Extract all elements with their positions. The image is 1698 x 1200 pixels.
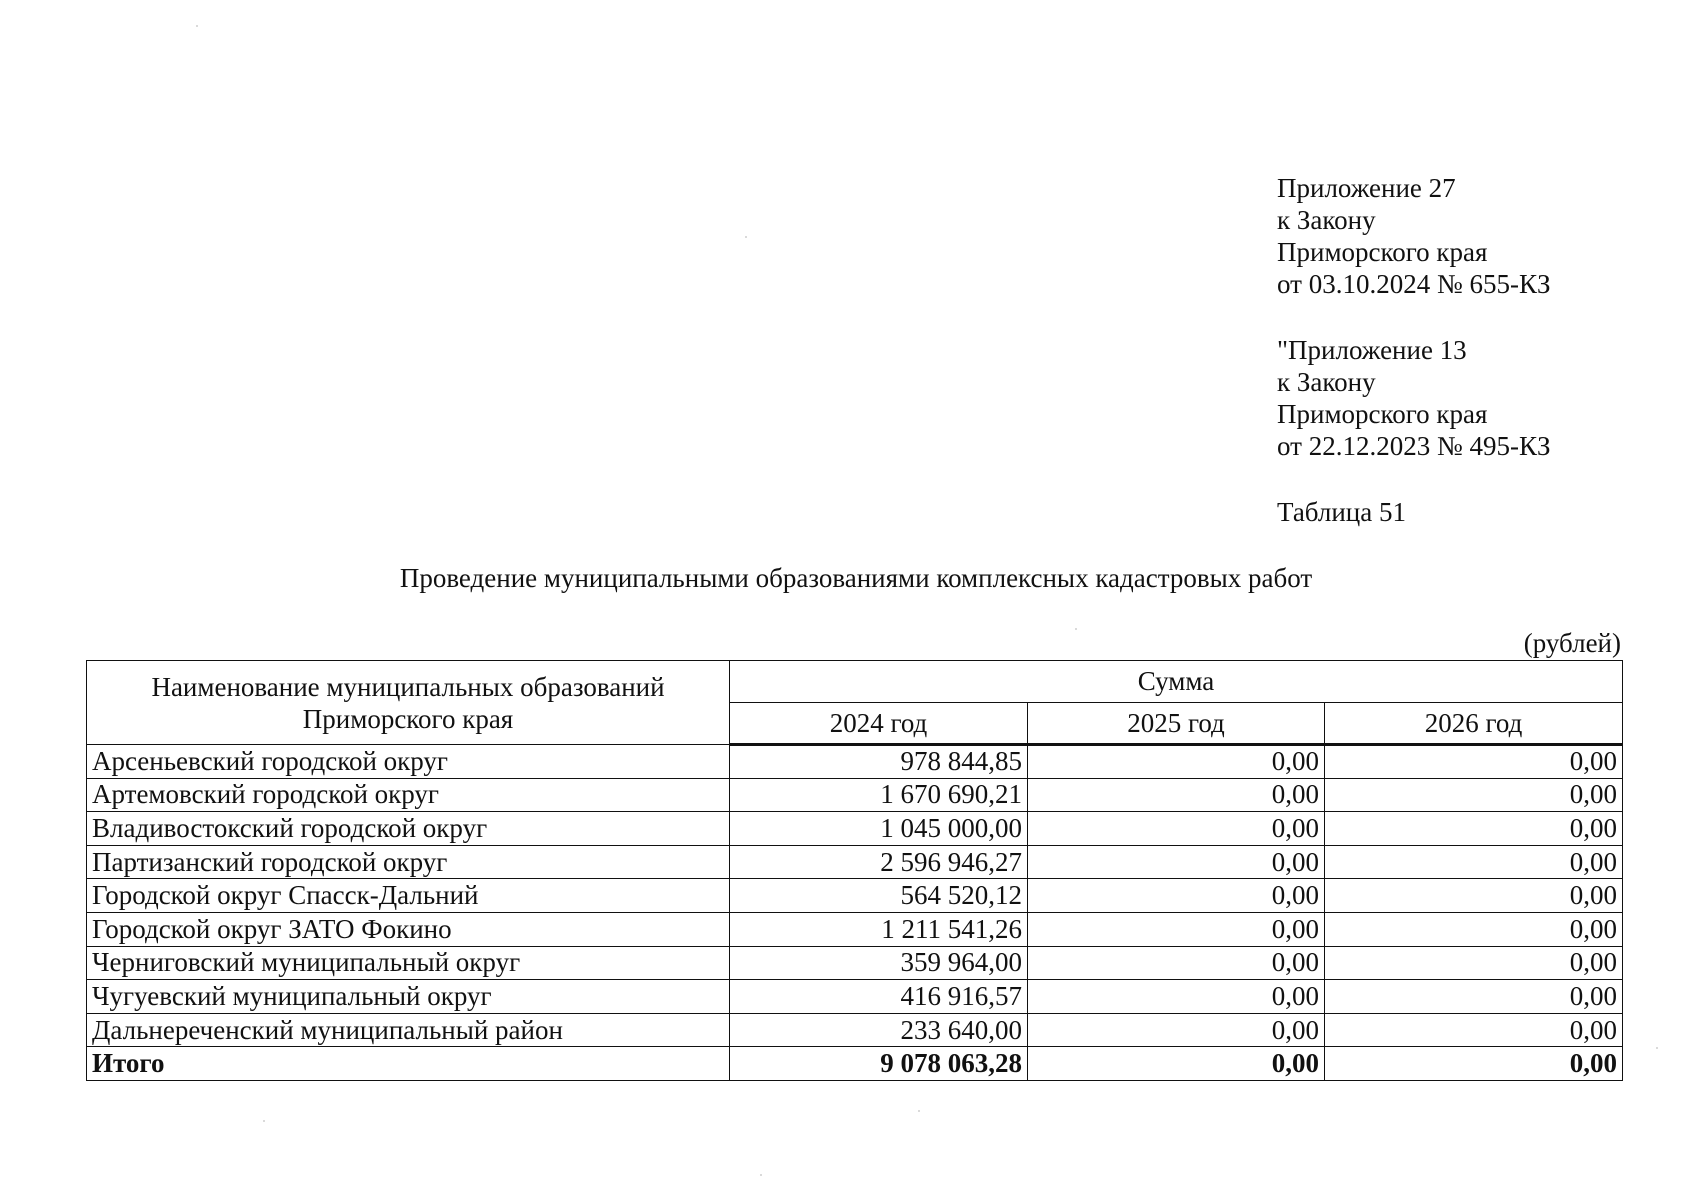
table-row (87, 980, 1623, 1014)
table-number: Таблица 51 (1277, 497, 1406, 527)
municipality-name: Артемовский городской округ (87, 778, 730, 812)
appendix-current-line: к Закону (1277, 205, 1376, 235)
year-header-2025: 2025 год (1028, 703, 1325, 745)
municipality-name: Городской округ Спасск-Дальний (87, 879, 730, 913)
year-header-2024: 2024 год (730, 703, 1028, 745)
amount-2025: 0,00 (1028, 912, 1325, 946)
amount-2025: 0,00 (1028, 845, 1325, 879)
appendix-current-block (1277, 172, 1550, 300)
appendix-current-line: от 03.10.2024 № 655-КЗ (1277, 269, 1551, 299)
appendix-original-line: к Закону (1277, 367, 1376, 397)
appendix-current-line: Приложение 27 (1277, 173, 1456, 203)
amount-2024: 416 916,57 (730, 980, 1028, 1014)
total-2024: 9 078 063,28 (730, 1047, 1028, 1081)
budget-table (86, 660, 1623, 1081)
municipality-name: Чугуевский муниципальный округ (87, 980, 730, 1014)
table-row (87, 812, 1623, 846)
scan-speck (745, 236, 747, 238)
table-row (87, 946, 1623, 980)
amount-2025: 0,00 (1028, 1013, 1325, 1047)
scan-speck (263, 1120, 265, 1122)
amount-2026: 0,00 (1325, 1013, 1623, 1047)
amount-2024: 564 520,12 (730, 879, 1028, 913)
amount-2026: 0,00 (1325, 778, 1623, 812)
amount-2025: 0,00 (1028, 812, 1325, 846)
amount-2024: 359 964,00 (730, 946, 1028, 980)
amount-2024: 233 640,00 (730, 1013, 1028, 1047)
sum-column-header: Сумма (730, 661, 1623, 703)
amount-2024: 1 211 541,26 (730, 912, 1028, 946)
document-title: Проведение муниципальными образованиями комплексных кадастровых работ (399, 563, 1313, 593)
amount-2024: 1 670 690,21 (730, 778, 1028, 812)
amount-2026: 0,00 (1325, 946, 1623, 980)
municipality-name: Черниговский муниципальный округ (87, 946, 730, 980)
appendix-current-line: Приморского края (1277, 237, 1488, 267)
table-row (87, 1013, 1623, 1047)
appendix-original-line: от 22.12.2023 № 495-КЗ (1277, 431, 1551, 461)
total-label: Итого (87, 1047, 730, 1081)
amount-2026: 0,00 (1325, 980, 1623, 1014)
units-label: (рублей) (1523, 628, 1621, 658)
total-2025: 0,00 (1028, 1047, 1325, 1081)
scan-speck (1656, 1047, 1658, 1049)
appendix-original-line: "Приложение 13 (1277, 335, 1467, 365)
scan-speck (1075, 628, 1077, 630)
table-row (87, 778, 1623, 812)
appendix-original-line: Приморского края (1277, 399, 1488, 429)
amount-2024: 978 844,85 (730, 745, 1028, 779)
amount-2026: 0,00 (1325, 812, 1623, 846)
municipality-header-line1: Наименование муниципальных образований (151, 671, 665, 702)
municipality-name: Партизанский городской округ (87, 845, 730, 879)
table-row (87, 912, 1623, 946)
municipality-column-header (87, 661, 730, 745)
amount-2025: 0,00 (1028, 879, 1325, 913)
amount-2026: 0,00 (1325, 912, 1623, 946)
year-header-2026: 2026 год (1325, 703, 1623, 745)
amount-2026: 0,00 (1325, 845, 1623, 879)
amount-2025: 0,00 (1028, 980, 1325, 1014)
total-2026: 0,00 (1325, 1047, 1623, 1081)
municipality-name: Арсеньевский городской округ (87, 745, 730, 779)
table-row (87, 745, 1623, 779)
scan-speck (918, 1110, 920, 1112)
scan-speck (196, 25, 198, 27)
scan-speck (760, 1174, 762, 1176)
municipality-name: Дальнереченский муниципальный район (87, 1013, 730, 1047)
total-row (87, 1047, 1623, 1081)
municipality-name: Владивостокский городской округ (87, 812, 730, 846)
amount-2024: 1 045 000,00 (730, 812, 1028, 846)
table-row (87, 879, 1623, 913)
table-row (87, 845, 1623, 879)
municipality-name: Городской округ ЗАТО Фокино (87, 912, 730, 946)
amount-2025: 0,00 (1028, 778, 1325, 812)
amount-2026: 0,00 (1325, 745, 1623, 779)
amount-2025: 0,00 (1028, 946, 1325, 980)
municipality-header-line2: Приморского края (302, 703, 514, 734)
amount-2025: 0,00 (1028, 745, 1325, 779)
amount-2024: 2 596 946,27 (730, 845, 1028, 879)
appendix-original-block (1277, 334, 1550, 462)
table-body (87, 745, 1623, 1081)
amount-2026: 0,00 (1325, 879, 1623, 913)
